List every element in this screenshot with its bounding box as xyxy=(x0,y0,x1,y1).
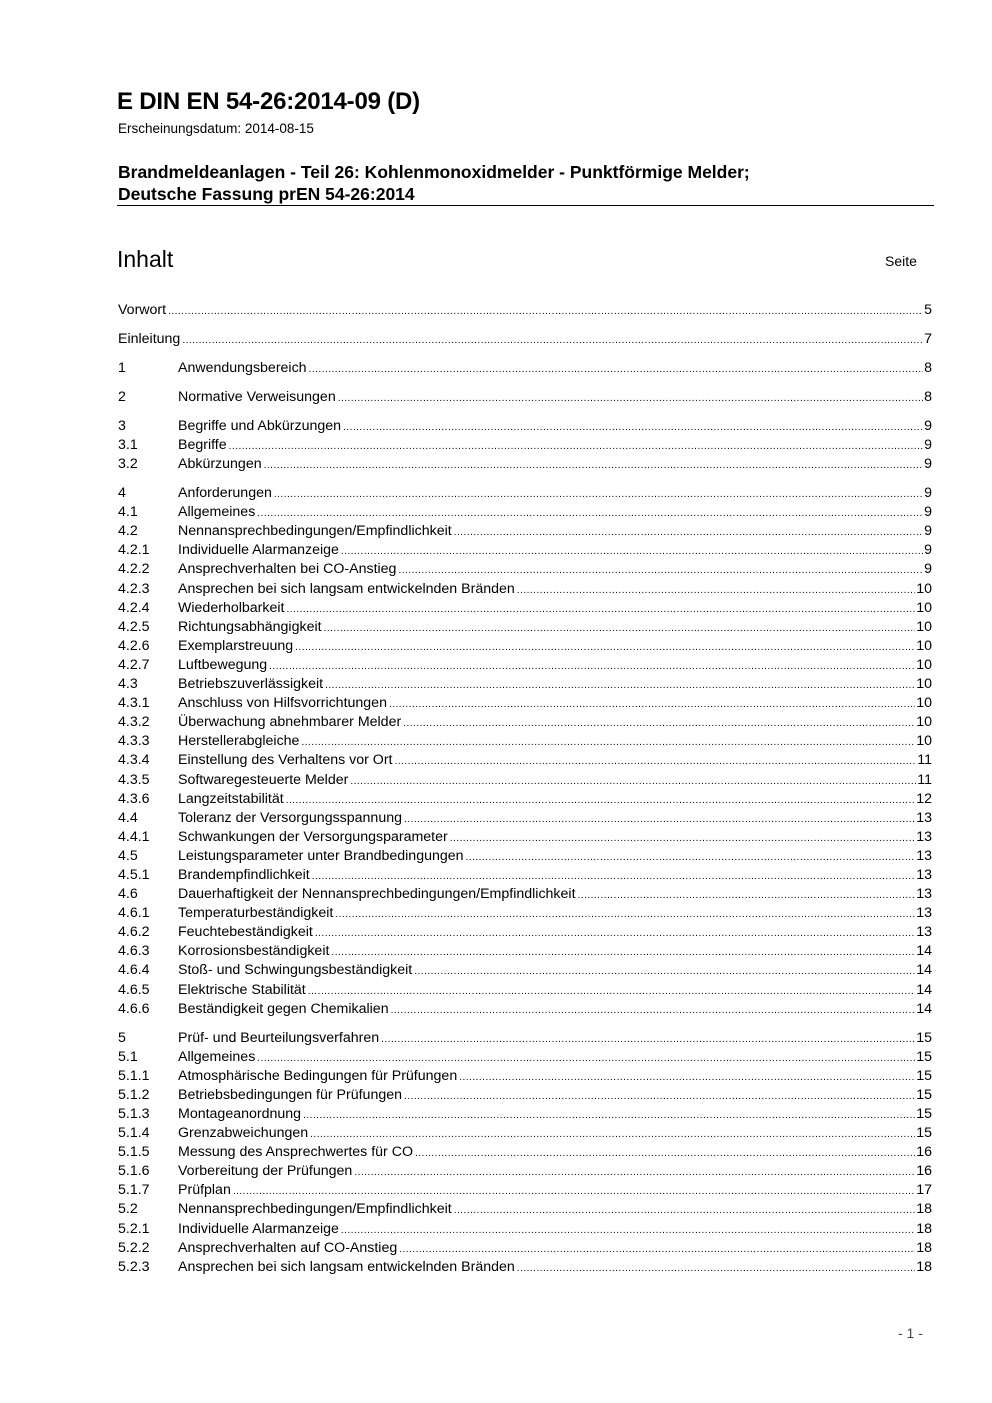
toc-dot-leader xyxy=(399,1240,915,1259)
toc-entry-number: 4.2.7 xyxy=(118,656,150,673)
toc-entry-page: 13 xyxy=(916,866,932,883)
toc-dot-leader xyxy=(315,924,915,943)
toc-entry-number: 4.2.6 xyxy=(118,637,150,654)
toc-entry-title: Betriebsbedingungen für Prüfungen xyxy=(178,1086,403,1103)
toc-dot-leader xyxy=(404,1087,915,1106)
toc-dot-leader xyxy=(381,1030,915,1049)
toc-entry-page: 18 xyxy=(916,1201,932,1218)
toc-entry-number: 5 xyxy=(118,1029,126,1046)
toc-entry-page: 15 xyxy=(916,1106,932,1122)
toc-entry-number: 1 xyxy=(118,359,126,376)
toc-entry-number: 4.3.4 xyxy=(118,752,150,769)
toc-entry-number: 3.2 xyxy=(118,456,138,473)
toc-entry[interactable] xyxy=(118,330,932,349)
toc-entry-title: Begriffe xyxy=(178,437,227,454)
toc-entry-page: 13 xyxy=(916,828,932,845)
toc-dot-leader xyxy=(415,1144,915,1163)
toc-entry-title: Individuelle Alarmanzeige xyxy=(178,1220,339,1237)
toc-entry-page: 16 xyxy=(916,1163,932,1180)
toc-entry-number: 4.2.3 xyxy=(118,580,150,597)
toc-entry-title: Temperaturbeständigkeit xyxy=(178,905,334,922)
toc-entry-page: 17 xyxy=(916,1182,932,1199)
toc-entry-title: Ansprechen bei sich langsam entwickelnden Bränden xyxy=(178,1258,515,1275)
toc-entry-page: 10 xyxy=(916,676,932,693)
toc-entry-page: 14 xyxy=(916,943,932,960)
toc-entry-number: 4.2.4 xyxy=(118,599,150,616)
toc-entry[interactable] xyxy=(118,694,932,713)
toc-entry-title: Langzeitstabilität xyxy=(178,790,284,807)
toc-entry-title: Ansprechverhalten auf CO-Anstieg xyxy=(178,1239,398,1256)
toc-dot-leader xyxy=(308,982,915,1001)
toc-entry-page: 10 xyxy=(916,714,932,731)
toc-entry-page: 15 xyxy=(916,1048,932,1065)
toc-entry-title: Normative Verweisungen xyxy=(178,388,336,405)
toc-entry-title: Wiederholbarkeit xyxy=(178,599,285,616)
toc-entry-page: 10 xyxy=(916,599,932,616)
toc-entry[interactable] xyxy=(118,580,932,599)
toc-dot-leader xyxy=(341,1221,915,1240)
toc-entry-page: 16 xyxy=(916,1144,932,1161)
toc-entry[interactable] xyxy=(118,1048,932,1067)
toc-dot-leader xyxy=(309,360,924,379)
toc-dot-leader xyxy=(312,867,916,886)
toc-entry-title: Elektrische Stabilität xyxy=(178,981,306,998)
toc-entry[interactable] xyxy=(118,1162,932,1181)
toc-entry-title: Allgemeines xyxy=(178,504,256,521)
toc-dot-leader xyxy=(295,638,915,657)
toc-entry-page: 10 xyxy=(916,656,932,673)
toc-entry-title: Schwankungen der Versorgungsparameter xyxy=(178,828,448,845)
toc-entry[interactable] xyxy=(118,656,932,675)
toc-dot-leader xyxy=(343,418,923,437)
toc-entry-page: 8 xyxy=(924,359,932,376)
toc-entry-title: Grenzabweichungen xyxy=(178,1125,309,1142)
toc-dot-leader xyxy=(233,1182,915,1201)
toc-entry-title: Begriffe und Abkürzungen xyxy=(178,417,342,434)
toc-entry[interactable] xyxy=(118,388,932,407)
toc-entry-number: 4.6.4 xyxy=(118,962,150,979)
toc-entry-number: 4.6.1 xyxy=(118,905,150,922)
toc-entry-page: 9 xyxy=(924,561,932,578)
toc-entry[interactable] xyxy=(118,961,932,980)
toc-entry[interactable] xyxy=(118,618,932,637)
toc-entry-page: 9 xyxy=(924,417,932,434)
toc-dot-leader xyxy=(404,810,915,829)
toc-dot-leader xyxy=(324,619,916,638)
toc-dot-leader xyxy=(286,791,916,810)
toc-dot-leader xyxy=(338,389,923,408)
toc-entry-page: 10 xyxy=(916,580,932,597)
toc-dot-leader xyxy=(395,752,917,771)
toc-entry[interactable] xyxy=(118,1067,932,1086)
toc-dot-leader xyxy=(398,561,923,580)
toc-entry-title: Nennansprechbedingungen/Empfindlichkeit xyxy=(178,523,452,540)
toc-dot-leader xyxy=(325,676,915,695)
toc-dot-leader xyxy=(264,456,924,475)
toc-entry-number: 4.5.1 xyxy=(118,866,150,883)
toc-entry-title: Ansprechen bei sich langsam entwickelnden Bränden xyxy=(178,580,515,597)
toc-entry-page: 18 xyxy=(916,1239,932,1256)
toc-entry-title: Feuchtebeständigkeit xyxy=(178,924,313,941)
toc-dot-leader xyxy=(341,542,923,561)
title-divider xyxy=(117,205,934,206)
toc-entry-page: 9 xyxy=(924,485,932,502)
toc-entry-number: 4.4 xyxy=(118,809,138,826)
toc-entry-page: 10 xyxy=(916,618,932,635)
toc-entry-page: 9 xyxy=(924,456,932,473)
page-column-label: Seite xyxy=(885,253,917,269)
toc-dot-leader xyxy=(466,848,916,867)
toc-entry-number: 4.6.2 xyxy=(118,924,150,941)
toc-entry[interactable] xyxy=(118,1258,932,1277)
toc-entry-number: 5.2 xyxy=(118,1201,138,1218)
toc-entry-title: Korrosionsbeständigkeit xyxy=(178,943,330,960)
toc-entry-title: Prüfplan xyxy=(178,1182,231,1199)
toc-entry[interactable] xyxy=(118,847,932,866)
toc-entry[interactable] xyxy=(118,1105,932,1124)
toc-entry-title: Nennansprechbedingungen/Empfindlichkeit xyxy=(178,1201,452,1218)
toc-dot-leader xyxy=(517,581,915,600)
toc-entry-page: 18 xyxy=(916,1258,932,1275)
toc-dot-leader xyxy=(229,437,923,456)
toc-entry-number: 4.2.1 xyxy=(118,542,150,559)
toc-dot-leader xyxy=(350,772,916,791)
toc-dot-leader xyxy=(450,829,915,848)
table-of-contents xyxy=(118,301,932,1277)
toc-entry-title: Abkürzungen xyxy=(178,456,262,473)
toc-entry[interactable] xyxy=(118,1000,932,1019)
toc-entry-title: Exemplarstreuung xyxy=(178,637,294,654)
toc-entry-title: Montageanordnung xyxy=(178,1106,302,1122)
toc-entry-page: 13 xyxy=(916,924,932,941)
toc-entry[interactable] xyxy=(118,790,932,809)
toc-entry-title: Dauerhaftigkeit der Nennansprechbedingungen/Empfindlichkeit xyxy=(178,886,576,903)
toc-entry-page: 8 xyxy=(924,388,932,405)
toc-entry-title: Toleranz der Versorgungsspannung xyxy=(178,809,402,826)
toc-entry-number: 4.6.3 xyxy=(118,943,150,960)
toc-entry-title: Einstellung des Verhaltens vor Ort xyxy=(178,752,393,769)
toc-entry[interactable] xyxy=(118,809,932,828)
toc-entry-title: Atmosphärische Bedingungen für Prüfungen xyxy=(178,1067,458,1084)
toc-entry[interactable] xyxy=(118,981,932,1000)
toc-entry[interactable] xyxy=(118,455,932,474)
toc-entry[interactable] xyxy=(118,436,932,455)
toc-entry-title: Softwaregesteuerte Melder xyxy=(178,771,349,788)
toc-entry-page: 15 xyxy=(916,1029,932,1046)
toc-entry[interactable] xyxy=(118,923,932,942)
toc-entry[interactable] xyxy=(118,751,932,770)
toc-dot-leader xyxy=(168,302,923,321)
toc-dot-leader xyxy=(182,331,923,350)
toc-dot-leader xyxy=(331,943,915,962)
toc-entry-number: 5.1.4 xyxy=(118,1125,150,1142)
toc-entry-number: 4 xyxy=(118,485,126,502)
toc-entry-page: 18 xyxy=(916,1220,932,1237)
toc-entry-number: 3.1 xyxy=(118,437,138,454)
document-title xyxy=(118,161,933,205)
toc-entry-title: Betriebszuverlässigkeit xyxy=(178,676,324,693)
toc-dot-leader xyxy=(391,1001,916,1020)
toc-entry[interactable] xyxy=(118,637,932,656)
toc-entry-page: 13 xyxy=(916,809,932,826)
toc-entry-number: 3 xyxy=(118,417,126,434)
toc-dot-leader xyxy=(301,733,915,752)
toc-dot-leader xyxy=(403,714,915,733)
toc-entry-number: 4.3.2 xyxy=(118,714,150,731)
toc-entry-number: 2 xyxy=(118,388,126,405)
toc-entry-title: Richtungsabhängigkeit xyxy=(178,618,322,635)
toc-entry-title: Ansprechverhalten bei CO-Anstieg xyxy=(178,561,397,578)
toc-entry[interactable] xyxy=(118,1029,932,1048)
title-line-1: Brandmeldeanlagen - Teil 26: Kohlenmonoxidmelder - Punktförmige Melder; xyxy=(118,162,750,182)
toc-entry-number: 5.1.7 xyxy=(118,1182,150,1199)
toc-entry-page: 9 xyxy=(924,504,932,521)
toc-entry-title: Allgemeines xyxy=(178,1048,256,1065)
toc-entry-page: 13 xyxy=(916,905,932,922)
toc-entry-page: 9 xyxy=(924,542,932,559)
toc-entry-page: 13 xyxy=(916,886,932,903)
toc-entry-page: 9 xyxy=(924,437,932,454)
toc-entry-page: 14 xyxy=(916,981,932,998)
toc-dot-leader xyxy=(517,1259,915,1278)
toc-entry-title: Vorbereitung der Prüfungen xyxy=(178,1163,353,1180)
toc-entry-page: 10 xyxy=(916,733,932,750)
toc-dot-leader xyxy=(578,886,916,905)
toc-entry[interactable] xyxy=(118,771,932,790)
toc-dot-leader xyxy=(414,962,915,981)
toc-entry-page: 14 xyxy=(916,1000,932,1017)
toc-entry[interactable] xyxy=(118,599,932,618)
toc-entry[interactable] xyxy=(118,301,932,320)
toc-dot-leader xyxy=(389,695,915,714)
toc-entry-number: 5.1 xyxy=(118,1048,138,1065)
toc-dot-leader xyxy=(310,1125,915,1144)
toc-entry-title: Beständigkeit gegen Chemikalien xyxy=(178,1000,389,1017)
toc-entry[interactable] xyxy=(118,503,932,522)
toc-entry-number: 4.3.5 xyxy=(118,771,150,788)
toc-entry-number: 5.2.1 xyxy=(118,1220,150,1237)
toc-entry-page: 15 xyxy=(916,1125,932,1142)
toc-dot-leader xyxy=(303,1106,915,1125)
toc-entry-title: Überwachung abnehmbarer Melder xyxy=(178,714,402,731)
toc-entry-title: Anschluss von Hilfsvorrichtungen xyxy=(178,695,387,712)
toc-entry[interactable] xyxy=(118,1181,932,1200)
page-number: - 1 - xyxy=(898,1325,923,1341)
toc-entry-number: 5.1.5 xyxy=(118,1144,150,1161)
toc-entry-title: Anwendungsbereich xyxy=(178,359,307,376)
toc-dot-leader xyxy=(286,600,915,619)
toc-entry-page: 11 xyxy=(917,752,932,769)
toc-entry-number: 4.6.5 xyxy=(118,981,150,998)
toc-entry-number: 5.2.2 xyxy=(118,1239,150,1256)
toc-entry-number: 4.3.6 xyxy=(118,790,150,807)
toc-entry[interactable] xyxy=(118,1200,932,1219)
toc-entry-title: Prüf- und Beurteilungsverfahren xyxy=(178,1029,380,1046)
toc-entry-number: 5.1.2 xyxy=(118,1086,150,1103)
toc-entry-title: Leistungsparameter unter Brandbedingungen xyxy=(178,847,464,864)
toc-entry-page: 10 xyxy=(916,695,932,712)
toc-entry-page: 13 xyxy=(916,847,932,864)
toc-entry[interactable] xyxy=(118,1239,932,1258)
toc-entry-page: 7 xyxy=(924,330,932,347)
toc-dot-leader xyxy=(335,905,915,924)
toc-heading: Inhalt xyxy=(117,246,174,272)
toc-entry-number: 4.3.3 xyxy=(118,733,150,750)
toc-entry[interactable] xyxy=(118,904,932,923)
toc-entry-page: 12 xyxy=(916,790,932,807)
toc-entry-page: 10 xyxy=(916,637,932,654)
toc-entry[interactable] xyxy=(118,828,932,847)
toc-entry-number: 4.2 xyxy=(118,523,138,540)
toc-entry[interactable] xyxy=(118,1124,932,1143)
toc-entry[interactable] xyxy=(118,359,932,378)
toc-entry[interactable] xyxy=(118,866,932,885)
toc-entry[interactable] xyxy=(118,1220,932,1239)
toc-entry[interactable] xyxy=(118,1086,932,1105)
toc-entry-number: 4.3 xyxy=(118,676,138,693)
toc-entry-number: 4.6 xyxy=(118,886,138,903)
toc-entry[interactable] xyxy=(118,522,932,541)
toc-dot-leader xyxy=(274,485,923,504)
toc-entry-page: 9 xyxy=(924,523,932,540)
toc-entry-number: 5.1.6 xyxy=(118,1163,150,1180)
toc-entry-title: Vorwort xyxy=(118,302,167,318)
toc-entry-page: 5 xyxy=(924,302,932,318)
title-line-2: Deutsche Fassung prEN 54-26:2014 xyxy=(118,184,415,204)
toc-entry-number: 4.2.5 xyxy=(118,618,150,635)
toc-dot-leader xyxy=(459,1068,915,1087)
toc-entry-page: 15 xyxy=(916,1086,932,1103)
toc-entry[interactable] xyxy=(118,541,932,560)
publication-date: Erscheinungsdatum: 2014-08-15 xyxy=(118,121,314,136)
toc-entry[interactable] xyxy=(118,675,932,694)
toc-entry-page: 11 xyxy=(917,771,932,788)
toc-entry-number: 5.2.3 xyxy=(118,1258,150,1275)
toc-entry-number: 4.6.6 xyxy=(118,1000,150,1017)
toc-entry-number: 4.2.2 xyxy=(118,561,150,578)
toc-entry-title: Einleitung xyxy=(118,330,181,347)
toc-entry-title: Herstellerabgleiche xyxy=(178,733,300,750)
toc-entry-title: Brandempfindlichkeit xyxy=(178,866,310,883)
toc-dot-leader xyxy=(257,504,923,523)
toc-entry[interactable] xyxy=(118,732,932,751)
toc-dot-leader xyxy=(354,1163,915,1182)
toc-entry-page: 14 xyxy=(916,962,932,979)
toc-dot-leader xyxy=(257,1049,915,1068)
toc-entry[interactable] xyxy=(118,885,932,904)
toc-entry-title: Anforderungen xyxy=(178,485,272,502)
toc-entry-number: 5.1.1 xyxy=(118,1067,150,1084)
toc-entry-title: Messung des Ansprechwertes für CO xyxy=(178,1144,413,1161)
document-id: E DIN EN 54-26:2014-09 (D) xyxy=(117,88,420,115)
toc-entry-page: 15 xyxy=(916,1067,932,1084)
toc-entry[interactable] xyxy=(118,560,932,579)
toc-entry-title: Luftbewegung xyxy=(178,656,268,673)
toc-entry[interactable] xyxy=(118,713,932,732)
toc-dot-leader xyxy=(454,523,923,542)
toc-entry-number: 4.3.1 xyxy=(118,695,150,712)
toc-dot-leader xyxy=(269,657,915,676)
toc-entry-title: Individuelle Alarmanzeige xyxy=(178,542,339,559)
toc-entry-number: 4.5 xyxy=(118,847,138,864)
toc-entry[interactable] xyxy=(118,484,932,503)
toc-entry[interactable] xyxy=(118,417,932,436)
toc-entry-number: 4.1 xyxy=(118,504,138,521)
toc-entry-number: 4.4.1 xyxy=(118,828,150,845)
toc-entry-number: 5.1.3 xyxy=(118,1106,150,1122)
toc-dot-leader xyxy=(454,1201,916,1220)
toc-entry[interactable] xyxy=(118,942,932,961)
toc-entry-title: Stoß- und Schwingungsbeständigkeit xyxy=(178,962,413,979)
toc-entry[interactable] xyxy=(118,1143,932,1162)
